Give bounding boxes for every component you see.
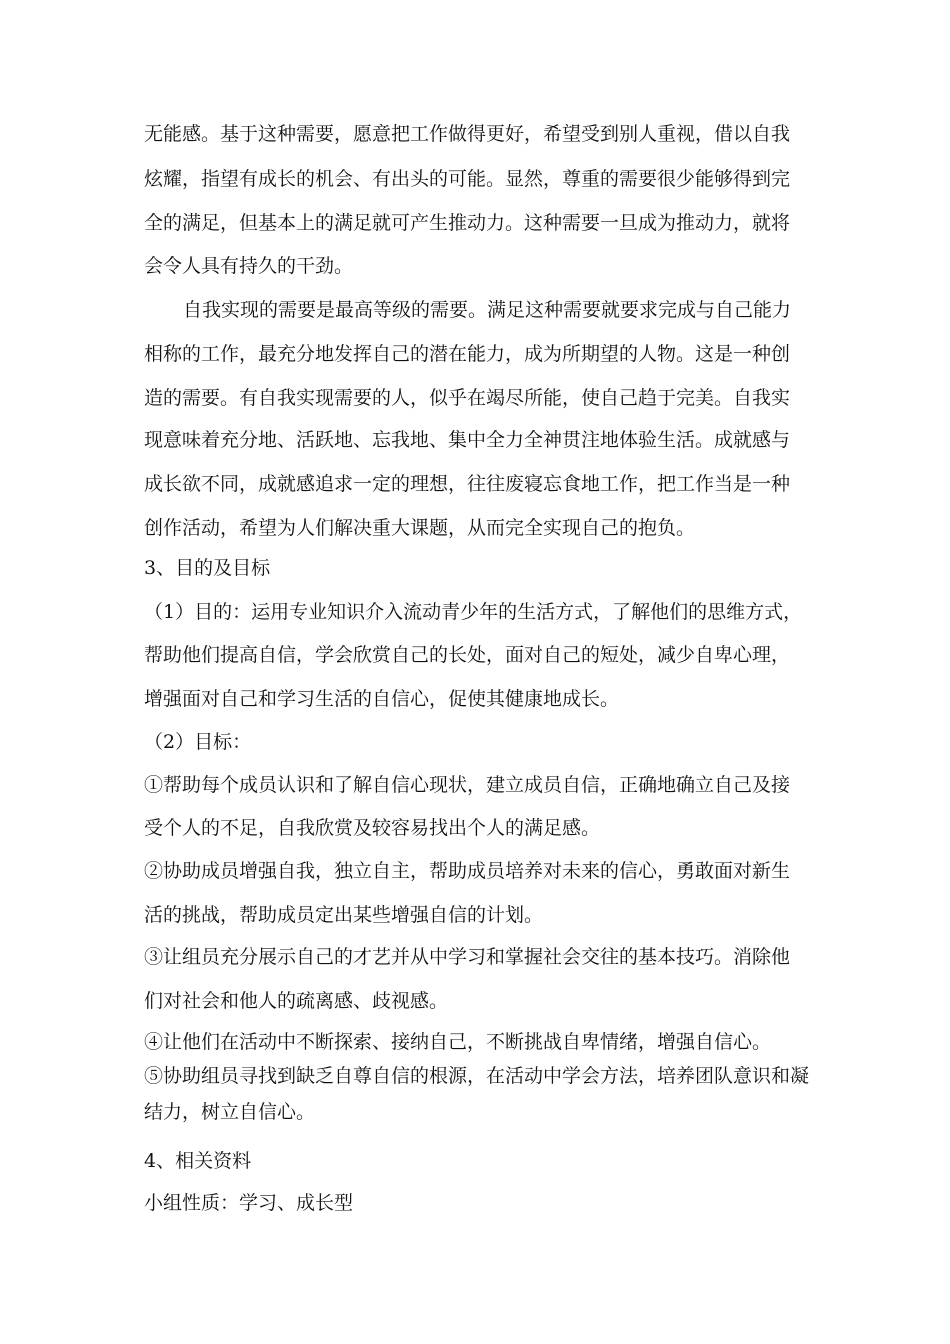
text-line-22: ④让他们在活动中不断探索、接纳自己，不断挑战自卑情绪，增强自信心。 [144,1031,772,1053]
text-line-18: ②协助成员增强自我，独立自主，帮助成员培养对未来的信心，勇敢面对新生 [144,860,791,882]
text-line-4: 会令人具有持久的干劲。 [144,255,354,277]
text-line-2: 炫耀，指望有成长的机会、有出头的可能。显然，尊重的需要很少能够得到完 [144,168,791,190]
text-line-21: 们对社会和他人的疏离感、歧视感。 [144,990,449,1012]
text-line-20: ③让组员充分展示自己的才艺并从中学习和掌握社会交往的基本技巧。消除他 [144,946,791,968]
section-heading-3: 3、目的及目标 [144,557,271,579]
text-line-6: 相称的工作，最充分地发挥自己的潜在能力，成为所期望的人物。这是一种创 [144,343,791,365]
text-line-12: （1）目的：运用专业知识介入流动青少年的生活方式，了解他们的思维方式， [144,601,803,623]
text-line-10: 创作活动，希望为人们解决重大课题，从而完全实现自己的抱负。 [144,517,696,539]
text-line-26: 小组性质：学习、成长型 [144,1192,354,1214]
subheading-objectives: （2）目标： [144,731,252,753]
text-line-23: ⑤协助组员寻找到缺乏自尊自信的根源，在活动中学会方法，培养团队意识和凝 [144,1065,810,1087]
text-line-16: ①帮助每个成员认识和了解自信心现状，建立成员自信，正确地确立自己及接 [144,774,791,796]
text-line-9: 成长欲不同，成就感追求一定的理想，往往废寝忘食地工作，把工作当是一种 [144,473,791,495]
text-line-19: 活的挑战，帮助成员定出某些增强自信的计划。 [144,904,544,926]
text-line-3: 全的满足，但基本上的满足就可产生推动力。这种需要一旦成为推动力，就将 [144,212,791,234]
text-line-5: 自我实现的需要是最高等级的需要。满足这种需要就要求完成与自己能力 [183,299,792,321]
text-line-24: 结力，树立自信心。 [144,1101,316,1123]
text-line-8: 现意味着充分地、活跃地、忘我地、集中全力全神贯注地体验生活。成就感与 [144,429,791,451]
text-line-14: 增强面对自己和学习生活的自信心，促使其健康地成长。 [144,688,620,710]
section-heading-4: 4、相关资料 [144,1150,252,1172]
text-line-17: 受个人的不足，自我欣赏及较容易找出个人的满足感。 [144,817,601,839]
text-line-13: 帮助他们提高自信，学会欣赏自己的长处，面对自己的短处，减少自卑心理， [144,644,791,666]
text-line-1: 无能感。基于这种需要，愿意把工作做得更好，希望受到别人重视，借以自我 [144,123,791,145]
text-line-7: 造的需要。有自我实现需要的人，似乎在竭尽所能，使自己趋于完美。自我实 [144,387,791,409]
